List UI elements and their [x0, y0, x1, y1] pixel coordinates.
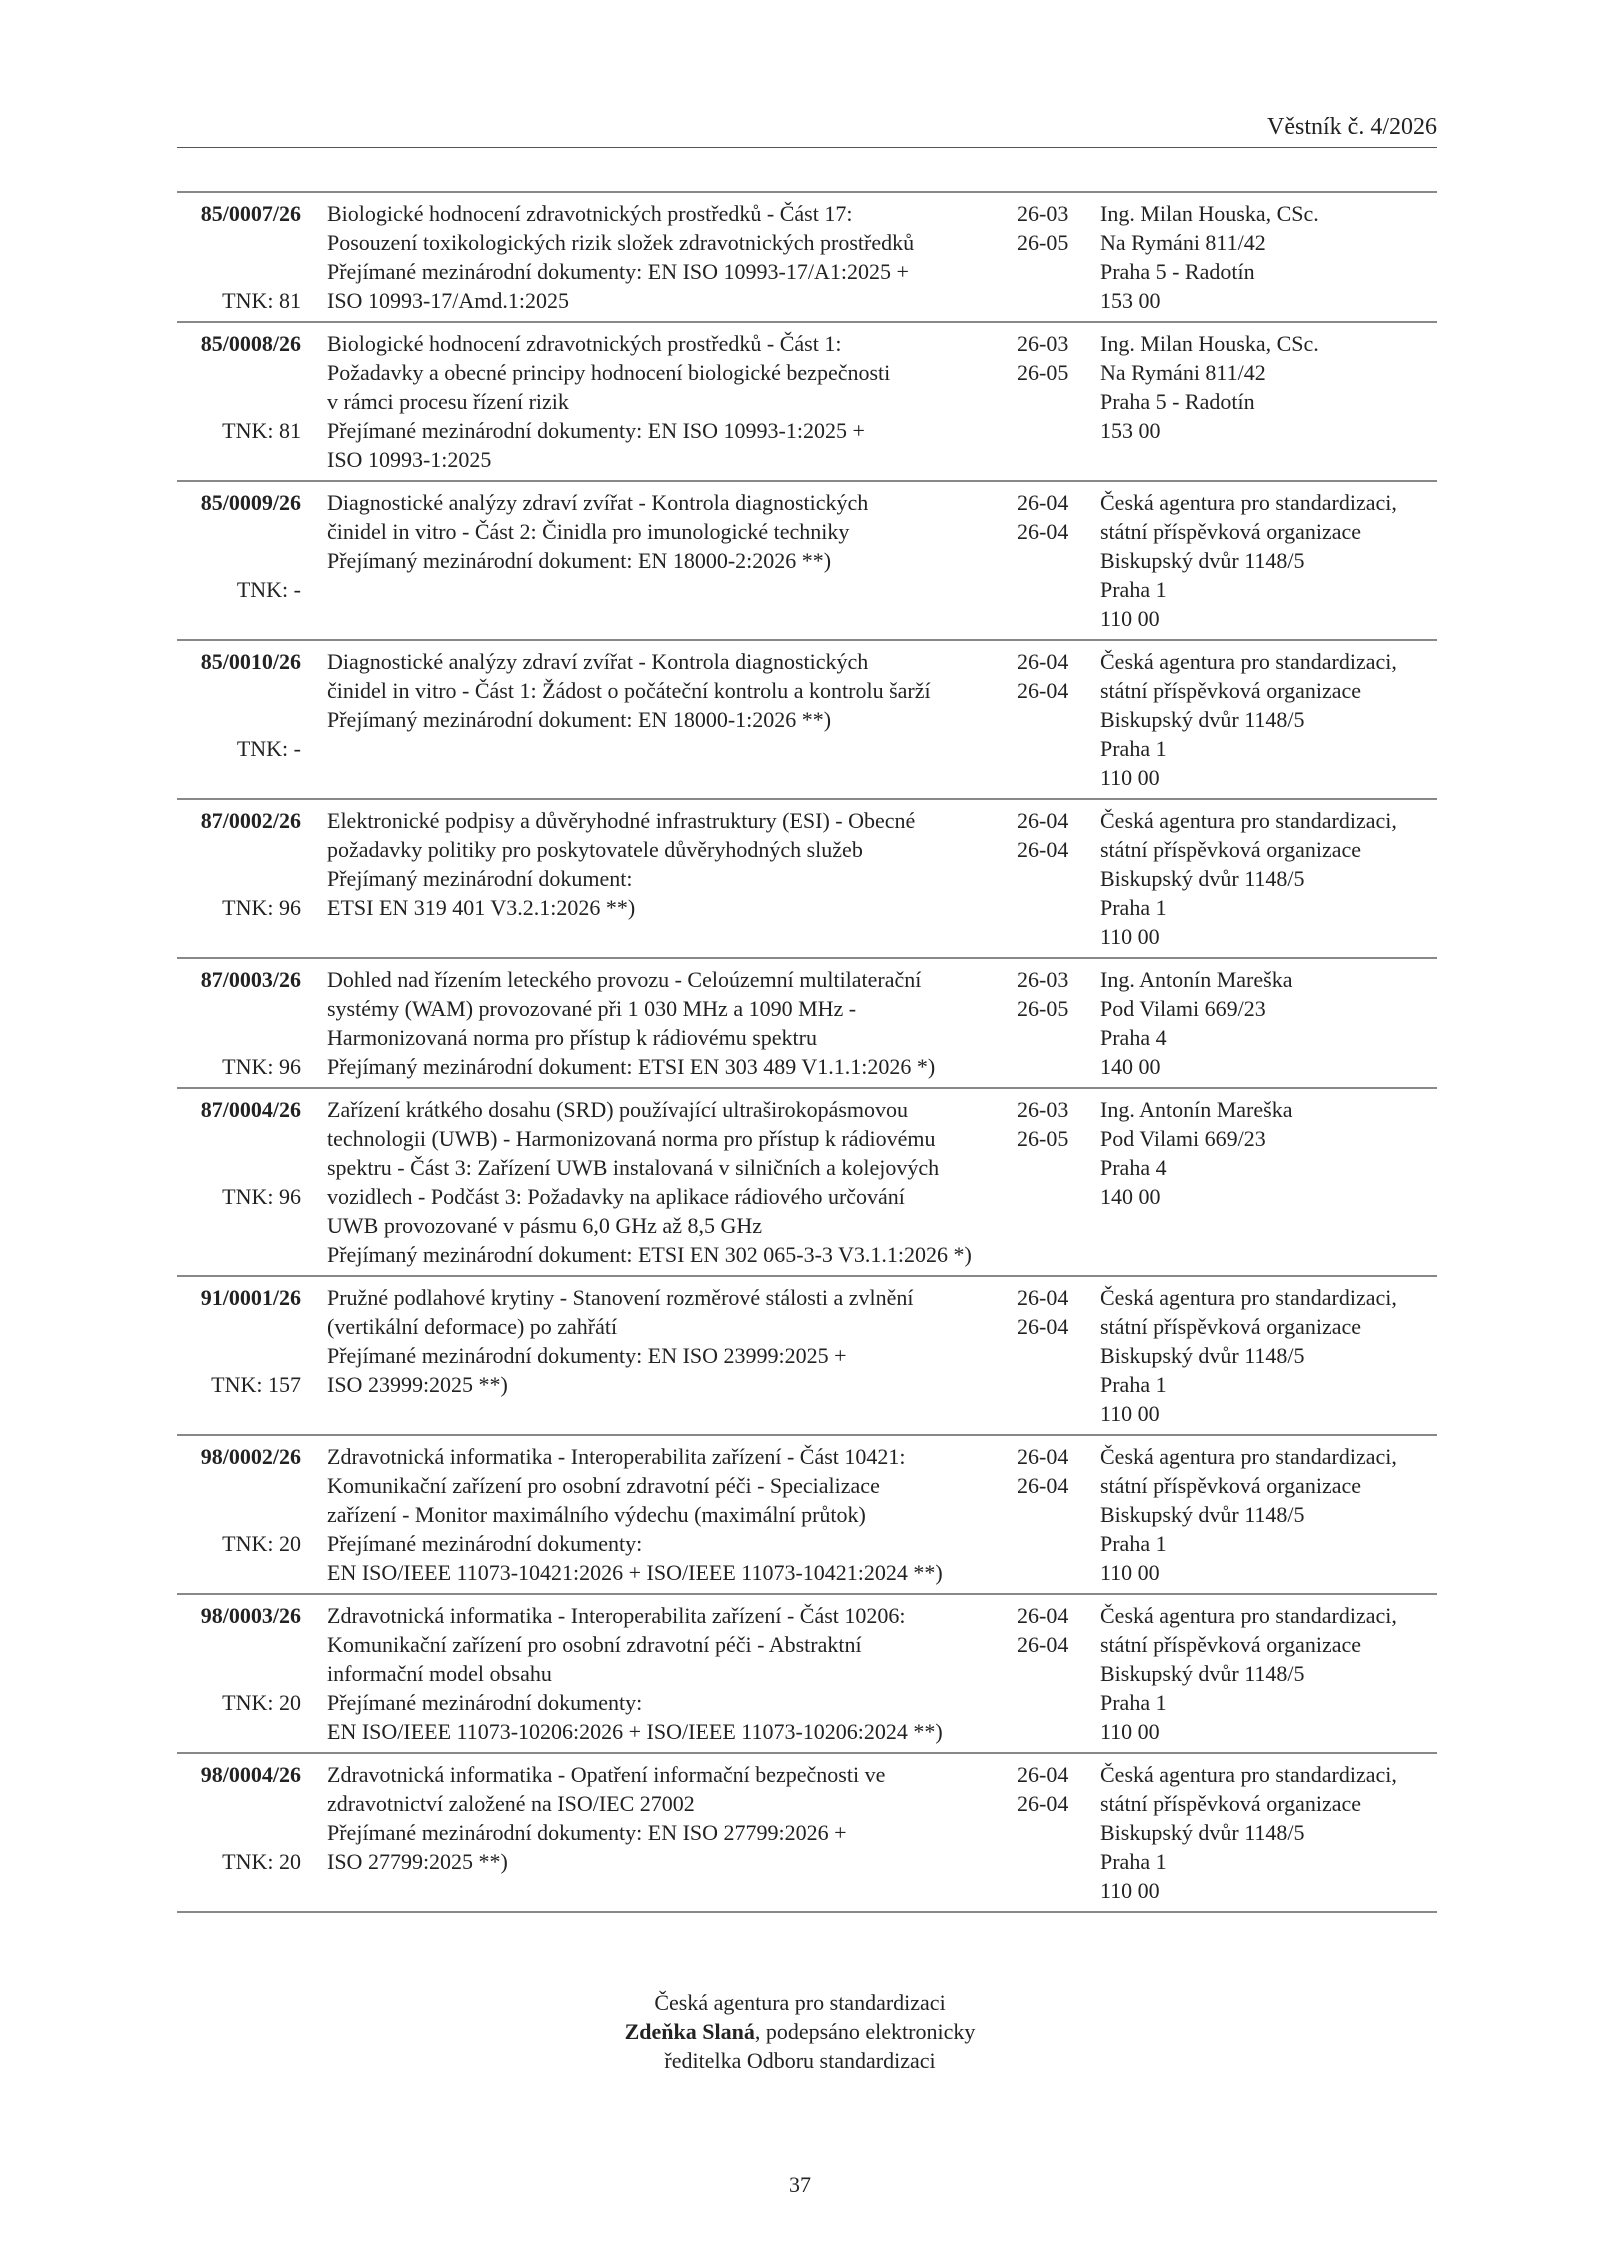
dates-cell — [1017, 1442, 1100, 1587]
id-cell — [177, 647, 301, 792]
description-cell — [327, 329, 1017, 474]
tnk-number: TNK: 96 — [222, 1184, 301, 1209]
address-line: státní příspěvková organizace — [1100, 1473, 1362, 1498]
description-cell — [327, 965, 1017, 1081]
address-line: státní příspěvková organizace — [1100, 837, 1362, 862]
dates-cell — [1017, 1601, 1100, 1746]
standard-id: 85/0008/26 — [200, 331, 301, 356]
page-number: 37 — [789, 2172, 811, 2197]
header-rule — [177, 147, 1437, 148]
tnk-number: TNK: 20 — [222, 1849, 301, 1874]
date: 26-04 — [1017, 1603, 1069, 1628]
standard-id: 87/0003/26 — [200, 967, 301, 992]
description-line: informační model obsahu — [327, 1661, 552, 1686]
standard-id: 85/0009/26 — [200, 490, 301, 515]
address-cell — [1100, 1095, 1437, 1269]
address-line: Praha 4 — [1100, 1155, 1167, 1180]
description-line: zařízení - Monitor maximálního výdechu (maximální průtok) — [327, 1502, 866, 1527]
date: 26-04 — [1017, 519, 1069, 544]
description-line: Biologické hodnocení zdravotnických prostředků - Část 17: — [327, 201, 853, 226]
standard-id: 91/0001/26 — [200, 1285, 301, 1310]
address-line: státní příspěvková organizace — [1100, 519, 1362, 544]
address-line: Pod Vilami 669/23 — [1100, 1126, 1266, 1151]
description-line: Komunikační zařízení pro osobní zdravotní péči - Specializace — [327, 1473, 880, 1498]
standard-id: 98/0004/26 — [200, 1762, 301, 1787]
description-line: vozidlech - Podčást 3: Požadavky na aplikace rádiového určování — [327, 1184, 905, 1209]
tnk-number: TNK: 96 — [222, 1054, 301, 1079]
address-cell — [1100, 1442, 1437, 1587]
description-line: Zařízení krátkého dosahu (SRD) používající ultraširokopásmovou — [327, 1097, 909, 1122]
address-cell — [1100, 806, 1437, 951]
address-line: Praha 1 — [1100, 895, 1167, 920]
description-line: v rámci procesu řízení rizik — [327, 389, 569, 414]
address-cell — [1100, 965, 1437, 1081]
description-cell — [327, 647, 1017, 792]
address-line: Česká agentura pro standardizaci, — [1100, 490, 1397, 515]
table-row — [177, 800, 1437, 959]
description-line: systémy (WAM) provozované při 1 030 MHz a 1090 MHz - — [327, 996, 857, 1021]
description-line: Biologické hodnocení zdravotnických prostředků - Část 1: — [327, 331, 842, 356]
date: 26-04 — [1017, 1444, 1069, 1469]
date: 26-03 — [1017, 331, 1069, 356]
date: 26-04 — [1017, 1285, 1069, 1310]
description-line: spektru - Část 3: Zařízení UWB instalovaná v silničních a kolejových — [327, 1155, 940, 1180]
description-line: ISO 23999:2025 **) — [327, 1372, 508, 1397]
address-line: Ing. Antonín Mareška — [1100, 967, 1293, 992]
address-line: Česká agentura pro standardizaci, — [1100, 649, 1397, 674]
date: 26-05 — [1017, 360, 1069, 385]
date: 26-03 — [1017, 201, 1069, 226]
description-line: UWB provozované v pásmu 6,0 GHz až 8,5 GHz — [327, 1213, 762, 1238]
dates-cell — [1017, 1760, 1100, 1905]
address-line: Biskupský dvůr 1148/5 — [1100, 1661, 1305, 1686]
address-line: státní příspěvková organizace — [1100, 1791, 1362, 1816]
description-cell — [327, 1442, 1017, 1587]
address-line: Česká agentura pro standardizaci, — [1100, 1603, 1397, 1628]
address-line: Česká agentura pro standardizaci, — [1100, 1285, 1397, 1310]
table-row — [177, 959, 1437, 1089]
table-row — [177, 1277, 1437, 1436]
signature-name: Zdeňka Slaná — [624, 2019, 755, 2044]
description-line: Přejímaný mezinárodní dokument: — [327, 866, 633, 891]
description-line: (vertikální deformace) po zahřátí — [327, 1314, 618, 1339]
tnk-number: TNK: 81 — [222, 418, 301, 443]
dates-cell — [1017, 329, 1100, 474]
description-line: Přejímané mezinárodní dokumenty: — [327, 1531, 643, 1556]
description-line: Diagnostické analýzy zdraví zvířat - Kontrola diagnostických — [327, 649, 869, 674]
description-line: Komunikační zařízení pro osobní zdravotní péči - Abstraktní — [327, 1632, 862, 1657]
table-row — [177, 1436, 1437, 1595]
standard-id: 98/0002/26 — [200, 1444, 301, 1469]
address-line: 140 00 — [1100, 1184, 1161, 1209]
signature-org: Česká agentura pro standardizaci — [654, 1990, 946, 2015]
description-line: Přejímaný mezinárodní dokument: ETSI EN 303 489 V1.1.1:2026 *) — [327, 1054, 936, 1079]
address-line: Praha 5 - Radotín — [1100, 389, 1255, 414]
id-cell — [177, 1095, 301, 1269]
description-line: Diagnostické analýzy zdraví zvířat - Kontrola diagnostických — [327, 490, 869, 515]
date: 26-04 — [1017, 808, 1069, 833]
address-line: Praha 1 — [1100, 1690, 1167, 1715]
tnk-number: TNK: 20 — [222, 1690, 301, 1715]
address-line: Praha 4 — [1100, 1025, 1167, 1050]
dates-cell — [1017, 1283, 1100, 1428]
address-line: Praha 1 — [1100, 1531, 1167, 1556]
address-line: Ing. Antonín Mareška — [1100, 1097, 1293, 1122]
standard-id: 85/0010/26 — [200, 649, 301, 674]
dates-cell — [1017, 806, 1100, 951]
description-cell — [327, 806, 1017, 951]
address-line: Česká agentura pro standardizaci, — [1100, 1762, 1397, 1787]
description-line: Elektronické podpisy a důvěryhodné infrastruktury (ESI) - Obecné — [327, 808, 916, 833]
address-line: 110 00 — [1100, 924, 1160, 949]
address-line: státní příspěvková organizace — [1100, 1632, 1362, 1657]
address-line: Pod Vilami 669/23 — [1100, 996, 1266, 1021]
address-line: 153 00 — [1100, 288, 1161, 313]
description-line: ISO 10993-1:2025 — [327, 447, 492, 472]
address-line: státní příspěvková organizace — [1100, 678, 1362, 703]
id-cell — [177, 806, 301, 951]
description-line: Harmonizovaná norma pro přístup k rádiovému spektru — [327, 1025, 817, 1050]
description-line: EN ISO/IEEE 11073-10206:2026 + ISO/IEEE 11073-10206:2024 **) — [327, 1719, 943, 1744]
address-line: Biskupský dvůr 1148/5 — [1100, 866, 1305, 891]
description-line: Přejímané mezinárodní dokumenty: EN ISO 10993-1:2025 + — [327, 418, 865, 443]
description-line: Posouzení toxikologických rizik složek zdravotnických prostředků — [327, 230, 915, 255]
address-line: Biskupský dvůr 1148/5 — [1100, 1820, 1305, 1845]
date: 26-04 — [1017, 1791, 1069, 1816]
address-cell — [1100, 647, 1437, 792]
date: 26-04 — [1017, 1632, 1069, 1657]
description-cell — [327, 1283, 1017, 1428]
address-line: 110 00 — [1100, 765, 1160, 790]
date: 26-04 — [1017, 837, 1069, 862]
address-line: 110 00 — [1100, 1560, 1160, 1585]
address-line: Praha 5 - Radotín — [1100, 259, 1255, 284]
id-cell — [177, 1760, 301, 1905]
signature-block — [0, 1988, 1600, 2075]
address-cell — [1100, 1601, 1437, 1746]
description-line: ETSI EN 319 401 V3.2.1:2026 **) — [327, 895, 636, 920]
id-cell — [177, 965, 301, 1081]
address-line: Praha 1 — [1100, 1372, 1167, 1397]
table-row — [177, 641, 1437, 800]
date: 26-05 — [1017, 230, 1069, 255]
dates-cell — [1017, 647, 1100, 792]
bulletin-header: Věstník č. 4/2026 — [1267, 114, 1437, 140]
description-line: Přejímaný mezinárodní dokument: EN 18000-2:2026 **) — [327, 548, 832, 573]
description-cell — [327, 488, 1017, 633]
id-cell — [177, 1601, 301, 1746]
address-line: 110 00 — [1100, 606, 1160, 631]
address-line: Na Rymáni 811/42 — [1100, 360, 1266, 385]
description-line: EN ISO/IEEE 11073-10421:2026 + ISO/IEEE 11073-10421:2024 **) — [327, 1560, 943, 1585]
description-cell — [327, 1601, 1017, 1746]
address-cell — [1100, 1283, 1437, 1428]
description-cell — [327, 1760, 1017, 1905]
id-cell — [177, 329, 301, 474]
description-line: činidel in vitro - Část 1: Žádost o počáteční kontrolu a kontrolu šarží — [327, 678, 931, 703]
table-row — [177, 193, 1437, 323]
description-line: Dohled nad řízením leteckého provozu - Celoúzemní multilaterační — [327, 967, 922, 992]
address-line: 153 00 — [1100, 418, 1161, 443]
standards-table — [177, 191, 1437, 1913]
address-line: 110 00 — [1100, 1719, 1160, 1744]
table-row — [177, 1089, 1437, 1277]
tnk-number: TNK: - — [236, 736, 301, 761]
address-line: státní příspěvková organizace — [1100, 1314, 1362, 1339]
standard-id: 87/0002/26 — [200, 808, 301, 833]
description-line: Pružné podlahové krytiny - Stanovení rozměrové stálosti a zvlnění — [327, 1285, 914, 1310]
address-line: Ing. Milan Houska, CSc. — [1100, 331, 1319, 356]
date: 26-03 — [1017, 1097, 1069, 1122]
address-line: Ing. Milan Houska, CSc. — [1100, 201, 1319, 226]
description-line: Zdravotnická informatika - Interoperabilita zařízení - Část 10206: — [327, 1603, 906, 1628]
date: 26-05 — [1017, 996, 1069, 1021]
description-line: Přejímaný mezinárodní dokument: ETSI EN 302 065-3-3 V3.1.1:2026 *) — [327, 1242, 972, 1267]
address-cell — [1100, 329, 1437, 474]
address-line: 110 00 — [1100, 1401, 1160, 1426]
description-line: požadavky politiky pro poskytovatele důvěryhodných služeb — [327, 837, 863, 862]
address-line: Praha 1 — [1100, 1849, 1167, 1874]
description-line: Zdravotnická informatika - Interoperabilita zařízení - Část 10421: — [327, 1444, 906, 1469]
description-line: Přejímaný mezinárodní dokument: EN 18000-1:2026 **) — [327, 707, 832, 732]
dates-cell — [1017, 965, 1100, 1081]
standard-id: 87/0004/26 — [200, 1097, 301, 1122]
address-line: Praha 1 — [1100, 577, 1167, 602]
address-cell — [1100, 199, 1437, 315]
address-line: Biskupský dvůr 1148/5 — [1100, 1502, 1305, 1527]
description-cell — [327, 1095, 1017, 1269]
signature-role: ředitelka Odboru standardizaci — [664, 2048, 936, 2073]
date: 26-04 — [1017, 649, 1069, 674]
tnk-number: TNK: 96 — [222, 895, 301, 920]
address-line: Česká agentura pro standardizaci, — [1100, 1444, 1397, 1469]
signature-note: , podepsáno elektronicky — [754, 2019, 976, 2044]
description-line: technologii (UWB) - Harmonizovaná norma pro přístup k rádiovému — [327, 1126, 936, 1151]
date: 26-03 — [1017, 967, 1069, 992]
table-row — [177, 323, 1437, 482]
table-row — [177, 482, 1437, 641]
table-row — [177, 1754, 1437, 1913]
address-line: 140 00 — [1100, 1054, 1161, 1079]
description-line: zdravotnictví založené na ISO/IEC 27002 — [327, 1791, 695, 1816]
tnk-number: TNK: 157 — [211, 1372, 301, 1397]
address-line: Na Rymáni 811/42 — [1100, 230, 1266, 255]
date: 26-04 — [1017, 1473, 1069, 1498]
address-line: 110 00 — [1100, 1878, 1160, 1903]
address-line: Praha 1 — [1100, 736, 1167, 761]
tnk-number: TNK: 81 — [222, 288, 301, 313]
address-line: Česká agentura pro standardizaci, — [1100, 808, 1397, 833]
table-row — [177, 1595, 1437, 1754]
dates-cell — [1017, 199, 1100, 315]
description-line: Přejímané mezinárodní dokumenty: — [327, 1690, 643, 1715]
id-cell — [177, 199, 301, 315]
id-cell — [177, 488, 301, 633]
description-line: činidel in vitro - Část 2: Činidla pro imunologické techniky — [327, 519, 850, 544]
description-line: Zdravotnická informatika - Opatření informační bezpečnosti ve — [327, 1762, 886, 1787]
id-cell — [177, 1442, 301, 1587]
address-line: Biskupský dvůr 1148/5 — [1100, 1343, 1305, 1368]
address-cell — [1100, 1760, 1437, 1905]
description-line: ISO 10993-17/Amd.1:2025 — [327, 288, 569, 313]
date: 26-04 — [1017, 678, 1069, 703]
address-line: Biskupský dvůr 1148/5 — [1100, 548, 1305, 573]
tnk-number: TNK: - — [236, 577, 301, 602]
tnk-number: TNK: 20 — [222, 1531, 301, 1556]
description-cell — [327, 199, 1017, 315]
description-line: Přejímané mezinárodní dokumenty: EN ISO 10993-17/A1:2025 + — [327, 259, 909, 284]
description-line: ISO 27799:2025 **) — [327, 1849, 508, 1874]
date: 26-04 — [1017, 1314, 1069, 1339]
date: 26-04 — [1017, 1762, 1069, 1787]
date: 26-05 — [1017, 1126, 1069, 1151]
description-line: Požadavky a obecné principy hodnocení biologické bezpečnosti — [327, 360, 891, 385]
description-line: Přejímané mezinárodní dokumenty: EN ISO 27799:2026 + — [327, 1820, 847, 1845]
dates-cell — [1017, 1095, 1100, 1269]
address-line: Biskupský dvůr 1148/5 — [1100, 707, 1305, 732]
id-cell — [177, 1283, 301, 1428]
dates-cell — [1017, 488, 1100, 633]
description-line: Přejímané mezinárodní dokumenty: EN ISO 23999:2025 + — [327, 1343, 847, 1368]
standard-id: 85/0007/26 — [200, 201, 301, 226]
address-cell — [1100, 488, 1437, 633]
standard-id: 98/0003/26 — [200, 1603, 301, 1628]
date: 26-04 — [1017, 490, 1069, 515]
